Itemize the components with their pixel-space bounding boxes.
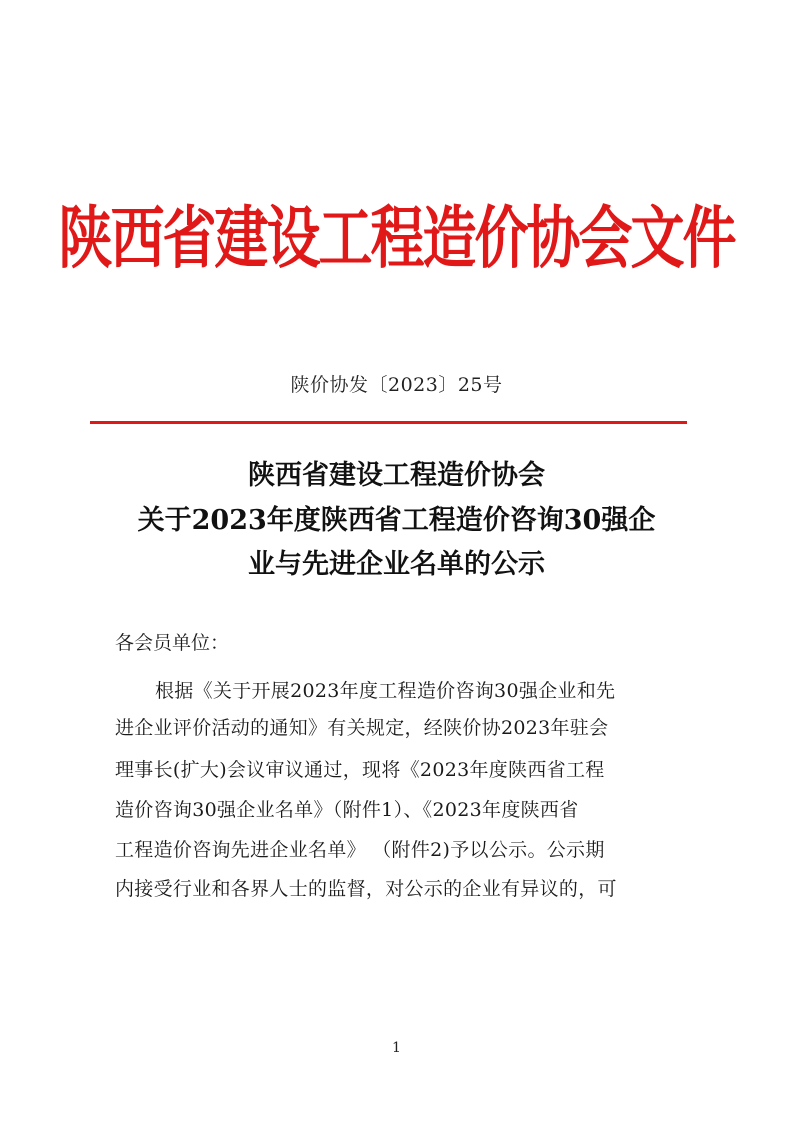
- salutation: 各会员单位：: [115, 632, 230, 654]
- document-number: 陕价协发〔2023〕25号: [290, 374, 503, 396]
- body-paragraph-line: 工程造价咨询先进企业名单》 （附件2)予以公示。公示期: [115, 839, 605, 861]
- document-masthead: 陕西省建设工程造价协会文件: [58, 198, 735, 278]
- title-line-2: 关于2023年度陕西省工程造价咨询30强企: [137, 505, 656, 536]
- title-line-1: 陕西省建设工程造价协会: [248, 460, 545, 491]
- page-number: 1: [392, 1040, 401, 1056]
- body-paragraph-line: 造价咨询30强企业名单》（附件1）、《2023年度陕西省: [115, 799, 579, 821]
- title-line-3: 业与先进企业名单的公示: [248, 549, 545, 580]
- body-paragraph-line: 内接受行业和各界人士的监督，对公示的企业有异议的，可: [115, 878, 617, 900]
- body-paragraph-line: 根据《关于开展2023年度工程造价咨询30强企业和先: [155, 680, 616, 702]
- body-paragraph-line: 进企业评价活动的通知》有关规定，经陕价协2023年驻会: [115, 717, 609, 739]
- red-divider-line: [90, 421, 687, 424]
- body-paragraph-line: 理事长(扩大)会议审议通过，现将《2023年度陕西省工程: [115, 759, 605, 781]
